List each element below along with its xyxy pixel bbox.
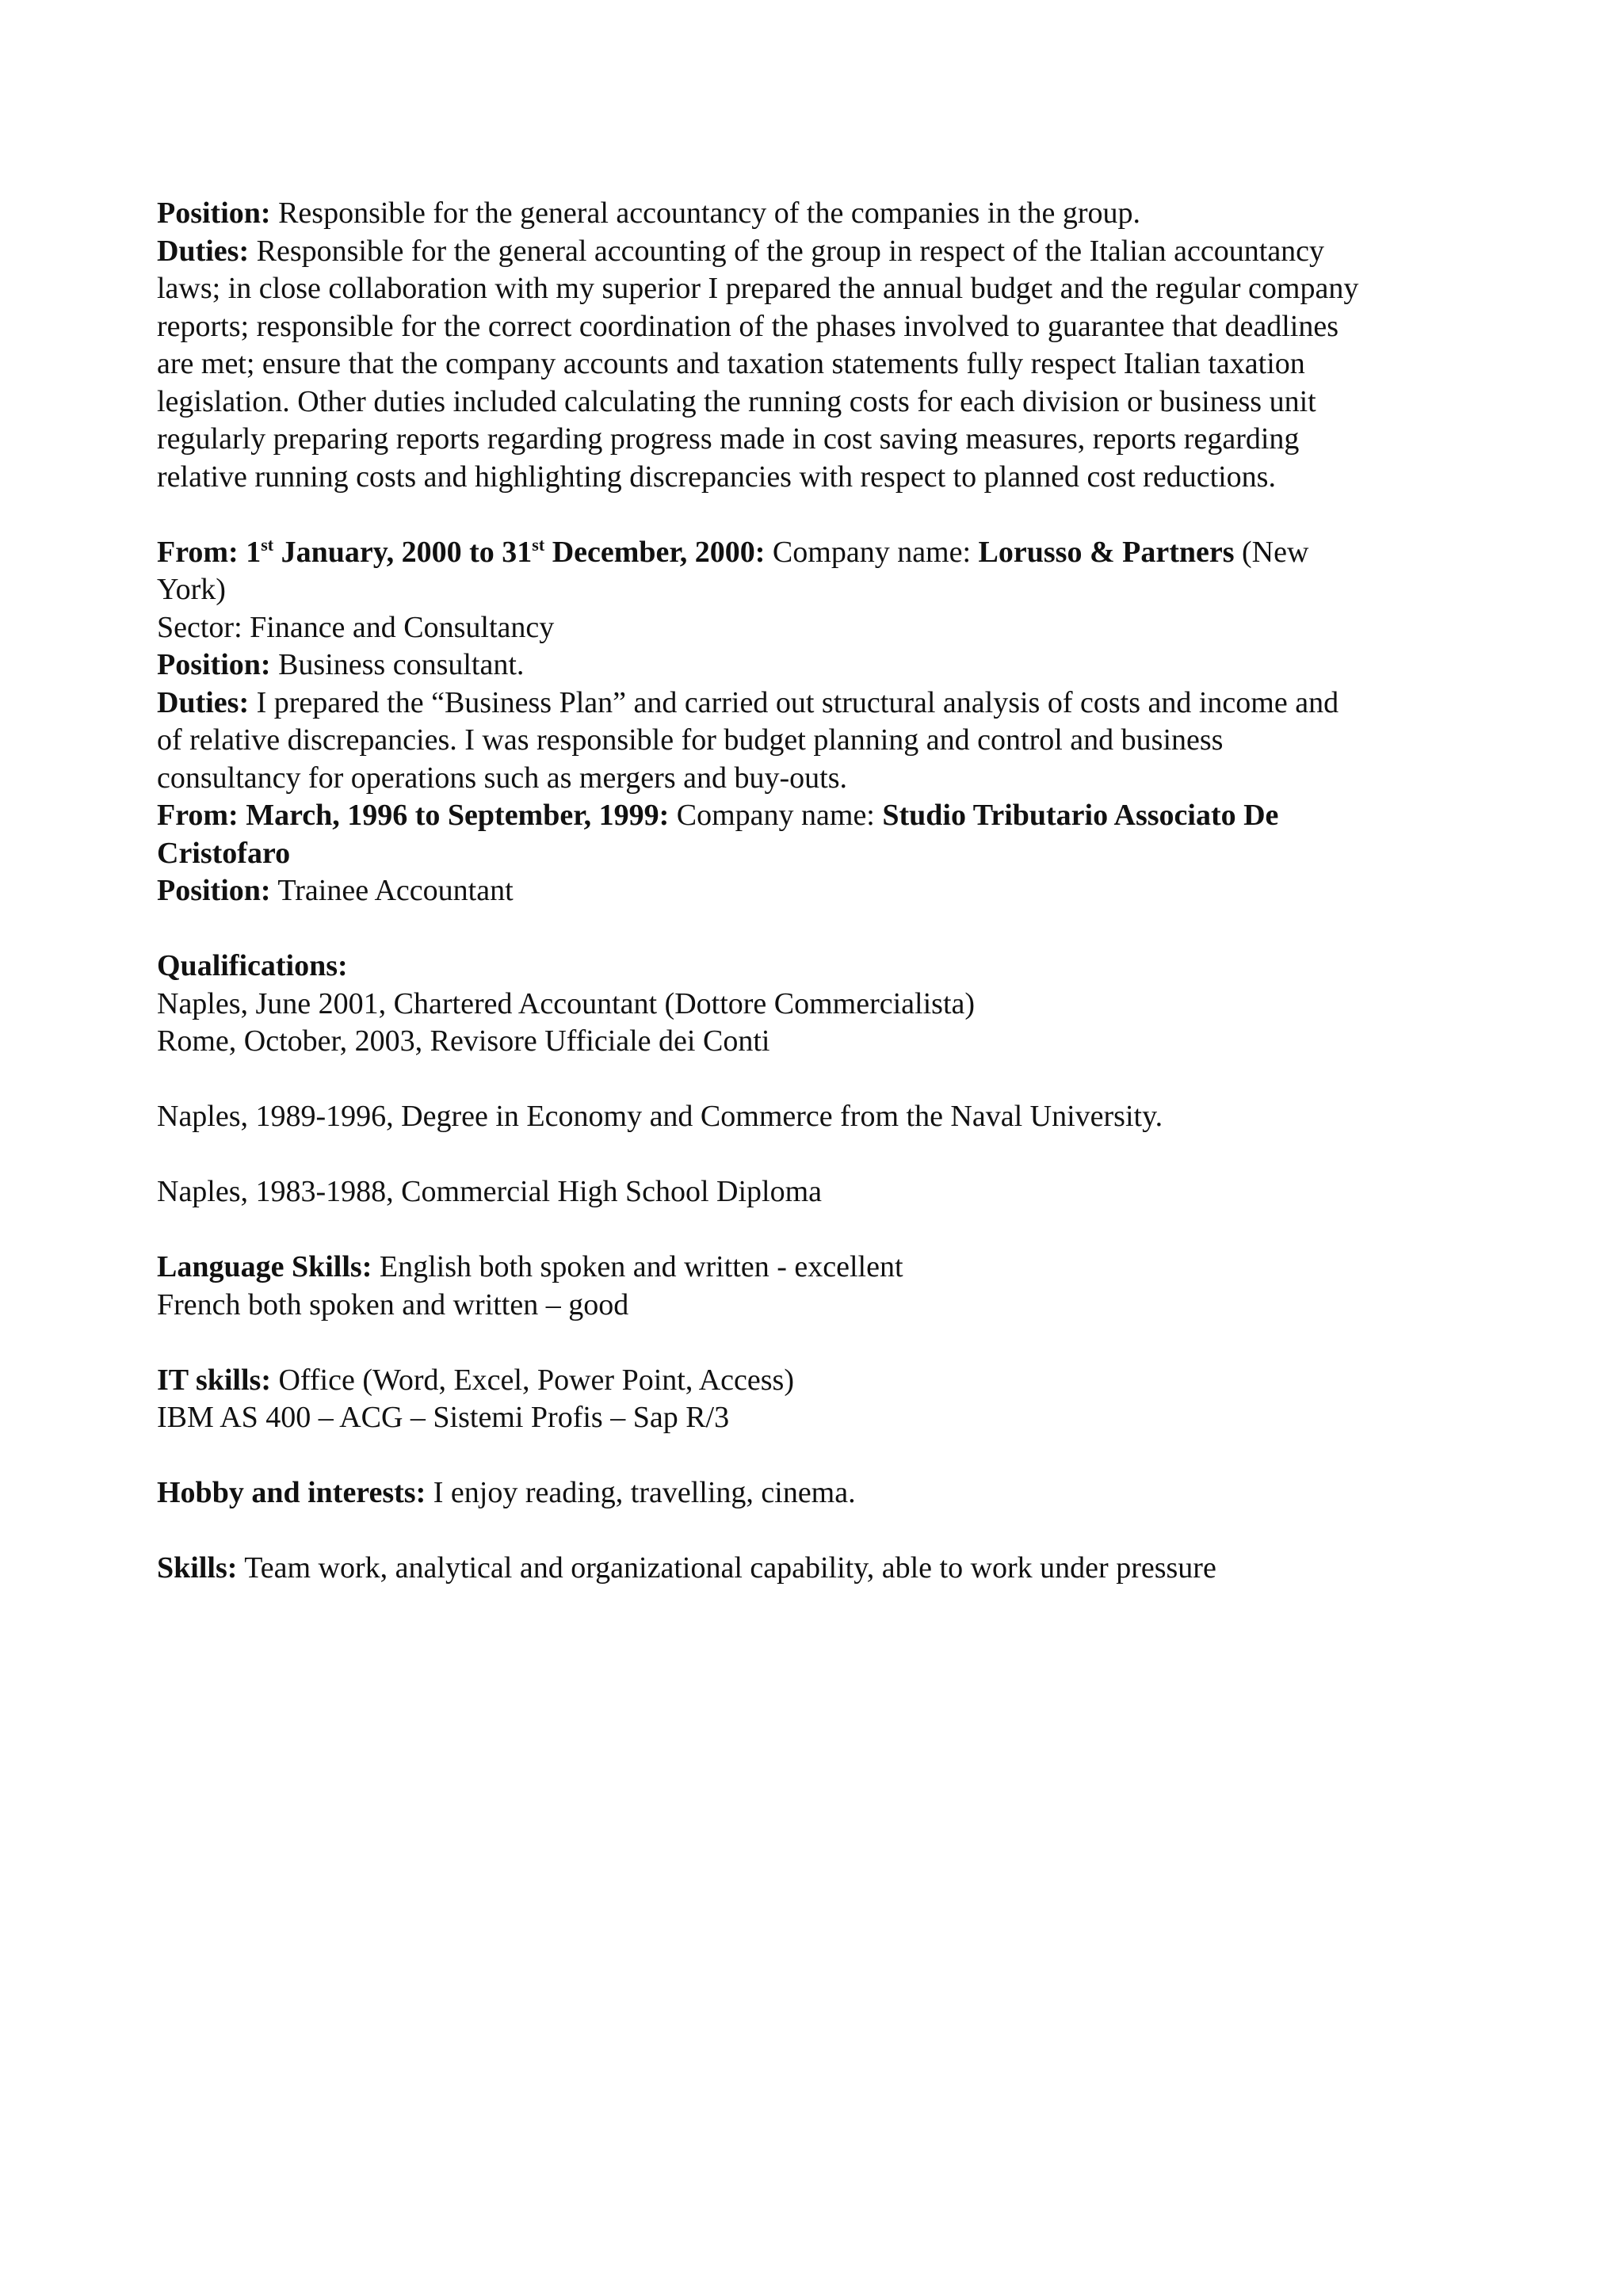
language-skills-line — [157, 1249, 1496, 1287]
skills-text: Team work, analytical and organizational capability, able to work under pressure — [237, 1551, 1216, 1585]
spacer — [157, 1061, 1496, 1099]
position-text: Responsible for the general accountancy of the companies in the group. — [270, 196, 1140, 230]
spacer — [157, 1136, 1496, 1174]
hobby-text: I enjoy reading, travelling, cinema. — [426, 1476, 856, 1509]
company-suffix: (New — [1234, 535, 1309, 569]
qualifications-heading: Qualifications: — [157, 949, 348, 982]
diploma-line: Naples, 1983-1988, Commercial High School Diploma — [157, 1175, 823, 1208]
duties-line — [157, 685, 1496, 723]
position-line — [157, 872, 1496, 910]
hobby-label: Hobby and interests: — [157, 1476, 426, 1509]
skills-label: Skills: — [157, 1551, 238, 1585]
company-name-cont: Cristofaro — [157, 836, 291, 870]
position-label: Position: — [157, 648, 271, 681]
duties-text: I prepared the “Business Plan” and carried out structural analysis of costs and income and — [249, 685, 1339, 719]
duties-text: Responsible for the general accounting of the group in respect of the Italian accountancy — [249, 234, 1325, 268]
it-skills-line — [157, 1362, 1496, 1400]
job-period-line — [157, 797, 1496, 835]
qualification-item: Naples, June 2001, Chartered Accountant (Dottore Commercialista) — [157, 986, 976, 1020]
duties-text: legislation. Other duties included calculating the running costs for each division or business unit — [157, 384, 1316, 418]
duties-label: Duties: — [157, 234, 250, 268]
job-period-line — [157, 534, 1496, 572]
degree-line: Naples, 1989-1996, Degree in Economy and Commerce from the Naval University. — [157, 1100, 1163, 1133]
sector-line: Sector: Finance and Consultancy — [157, 610, 555, 644]
position-text: Business consultant. — [270, 648, 525, 681]
spacer — [157, 1324, 1496, 1362]
position-line — [157, 195, 1496, 233]
duties-text: consultancy for operations such as mergers and buy-outs. — [157, 761, 847, 795]
language-skills-label: Language Skills: — [157, 1250, 372, 1283]
language-skills-text: English both spoken and written - excellent — [372, 1250, 903, 1283]
company-prefix: Company name: — [669, 799, 883, 832]
it-skills-label: IT skills: — [157, 1363, 271, 1397]
job-period: From: March, 1996 to September, 1999: — [157, 799, 670, 832]
qualification-item: Rome, October, 2003, Revisore Ufficiale dei Conti — [157, 1024, 770, 1058]
spacer — [157, 1437, 1496, 1475]
it-skills-line2: IBM AS 400 – ACG – Sistemi Profis – Sap R/3 — [157, 1401, 730, 1434]
spacer — [157, 1211, 1496, 1249]
duties-text: relative running costs and highlighting discrepancies with respect to planned cost reductions. — [157, 460, 1276, 494]
duties-text: reports; responsible for the correct coordination of the phases involved to guarantee that deadlines — [157, 309, 1338, 343]
company-suffix-cont: York) — [157, 573, 226, 606]
cv-content — [157, 195, 1496, 1588]
position-text: Trainee Accountant — [270, 874, 514, 907]
position-line — [157, 646, 1496, 685]
position-label: Position: — [157, 874, 271, 907]
skills-line — [157, 1550, 1496, 1588]
duties-text: are met; ensure that the company accounts and taxation statements fully respect Italian taxation — [157, 347, 1305, 380]
company-prefix: Company name: — [765, 535, 979, 569]
duties-text: laws; in close collaboration with my superior I prepared the annual budget and the regular company — [157, 272, 1359, 305]
duties-text: of relative discrepancies. I was responsible for budget planning and control and business — [157, 723, 1224, 757]
it-skills-text: Office (Word, Excel, Power Point, Access) — [270, 1363, 794, 1397]
duties-text: regularly preparing reports regarding progress made in cost saving measures, reports regarding — [157, 422, 1300, 456]
spacer — [157, 1512, 1496, 1550]
hobby-line — [157, 1474, 1496, 1512]
spacer — [157, 496, 1496, 534]
spacer — [157, 910, 1496, 948]
duties-label: Duties: — [157, 685, 250, 719]
company-name: Lorusso & Partners — [978, 535, 1235, 569]
company-name: Studio Tributario Associato De — [882, 799, 1279, 832]
language-skills-line2: French both spoken and written – good — [157, 1287, 629, 1322]
duties-line — [157, 233, 1496, 271]
job-period: From: 1st January, 2000 to 31st December, 2000: — [157, 534, 766, 569]
position-label: Position: — [157, 196, 271, 230]
